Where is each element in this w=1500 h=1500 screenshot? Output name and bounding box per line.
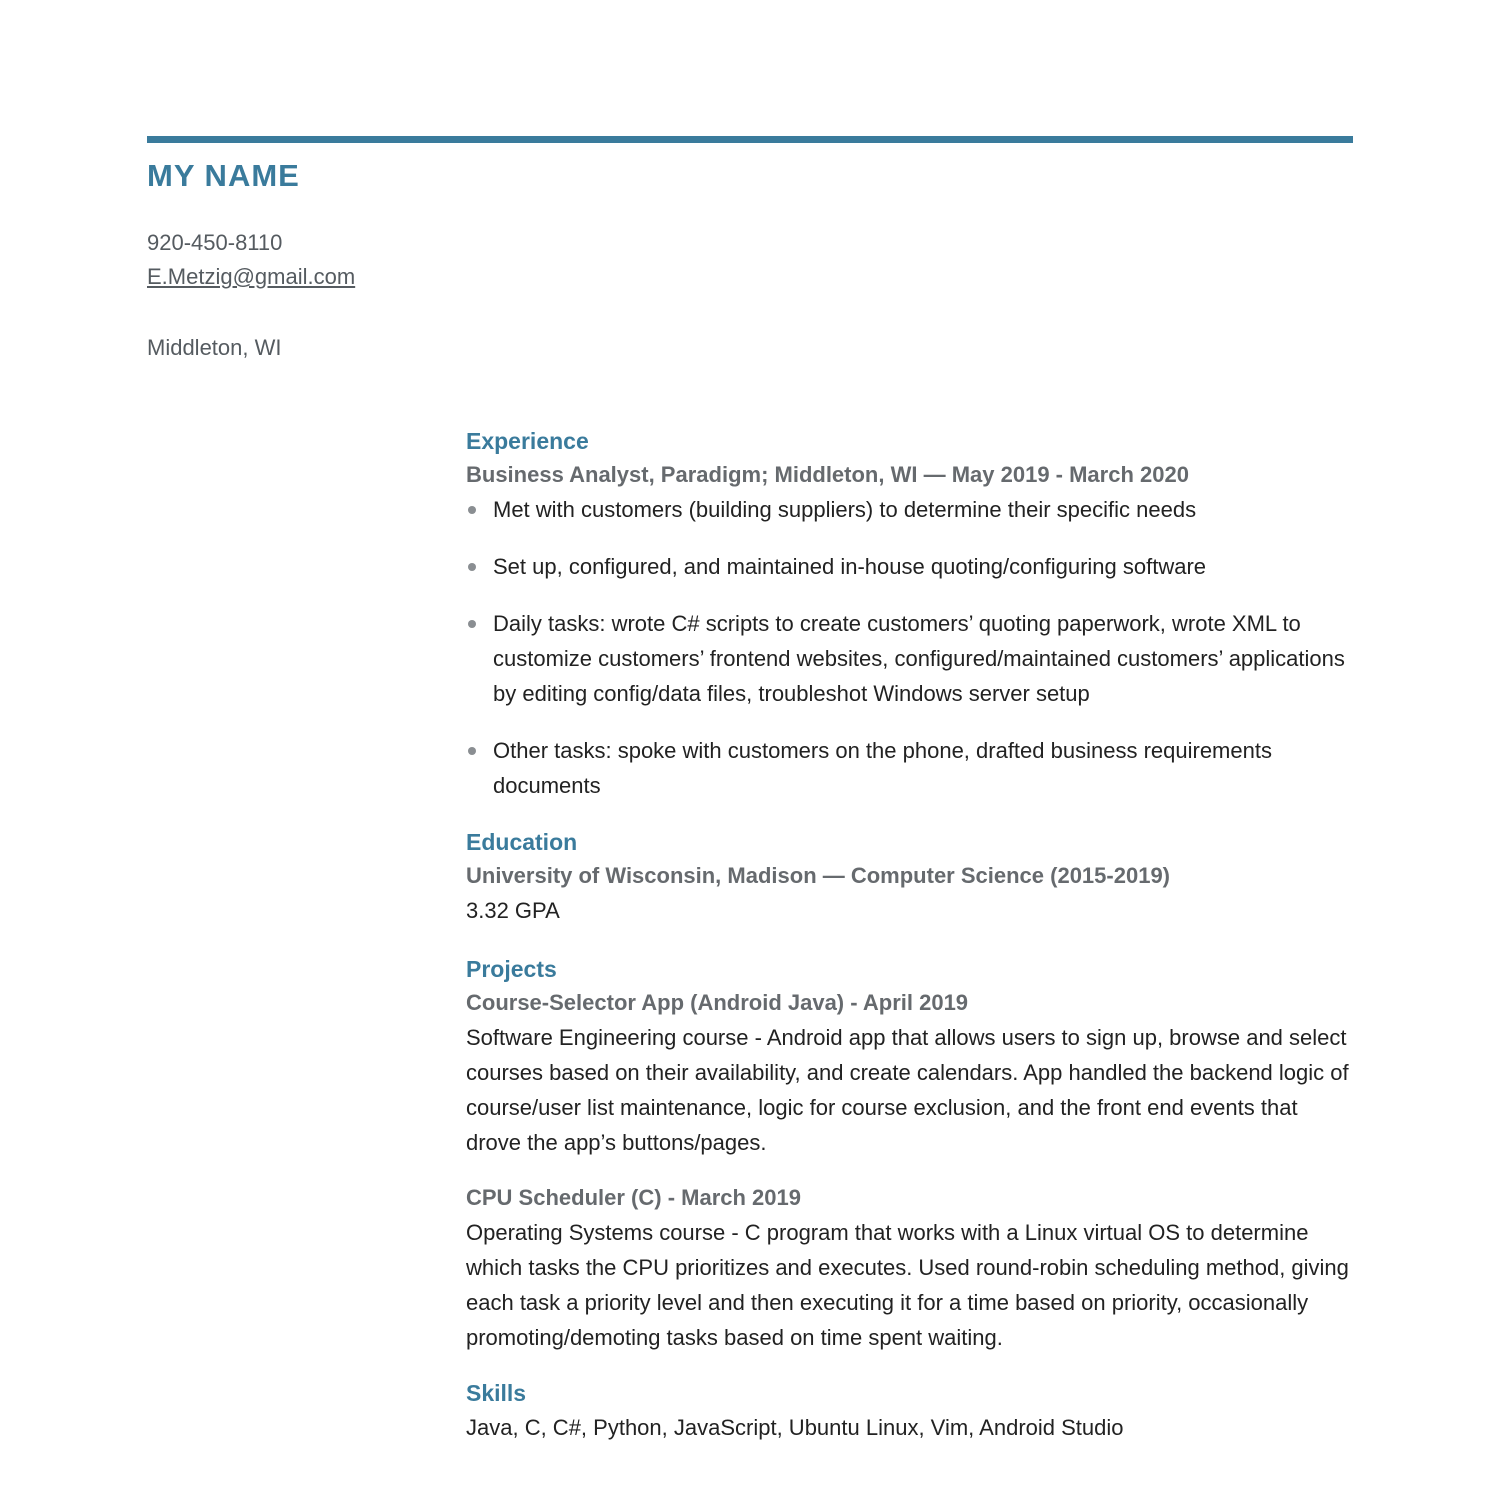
resume-name: MY NAME (147, 158, 300, 193)
location: Middleton, WI (147, 335, 282, 360)
project-title: Course-Selector App (Android Java) - April 2019 (466, 990, 969, 1015)
gpa: 3.32 GPA (466, 898, 560, 923)
header-rule (147, 136, 1353, 143)
email-link[interactable]: E.Metzig@gmail.com (147, 264, 356, 289)
projects-section (466, 952, 1356, 1355)
skills-section (466, 1376, 1356, 1445)
skills-heading: Skills (466, 1380, 527, 1406)
experience-section (466, 424, 1356, 803)
project-description: Software Engineering course - Android app that allows users to sign up, browse and select courses based on their availability, and create calendars. App handled the backend logic of course/user list maintenance, logic for course exclusion, and the front end events that drove the app’s buttons/pages. (466, 1025, 1349, 1155)
phone-number: 920-450-8110 (147, 230, 283, 255)
project-description: Operating Systems course - C program that works with a Linux virtual OS to determine which tasks the CPU prioritizes and executes. Used round-robin scheduling method, giving each task a priority level and then executing it for a time based on priority, occasionally promoting/demoting tasks based on time spent waiting. (466, 1220, 1349, 1350)
list-item: Other tasks: spoke with customers on the phone, drafted business requirements documents (466, 733, 1356, 803)
experience-bullets (466, 492, 1356, 803)
projects-heading: Projects (466, 956, 557, 982)
list-item: Met with customers (building suppliers) to determine their specific needs (466, 492, 1356, 527)
education-heading: Education (466, 829, 578, 855)
project-title: CPU Scheduler (C) - March 2019 (466, 1185, 801, 1210)
job-title: Business Analyst, Paradigm; Middleton, WI — May 2019 - March 2020 (466, 462, 1189, 487)
skills-list: Java, C, C#, Python, JavaScript, Ubuntu Linux, Vim, Android Studio (466, 1415, 1124, 1440)
education-section (466, 825, 1356, 928)
list-item: Set up, configured, and maintained in-house quoting/configuring software (466, 549, 1356, 584)
experience-heading: Experience (466, 428, 589, 454)
resume-body (466, 424, 1356, 1445)
list-item: Daily tasks: wrote C# scripts to create customers’ quoting paperwork, wrote XML to customize customers’ frontend websites, configured/maintained customers’ applications by editing config/data files, troubleshot Windows server setup (466, 606, 1356, 711)
school-name: University of Wisconsin, Madison — Computer Science (2015-2019) (466, 863, 1170, 888)
